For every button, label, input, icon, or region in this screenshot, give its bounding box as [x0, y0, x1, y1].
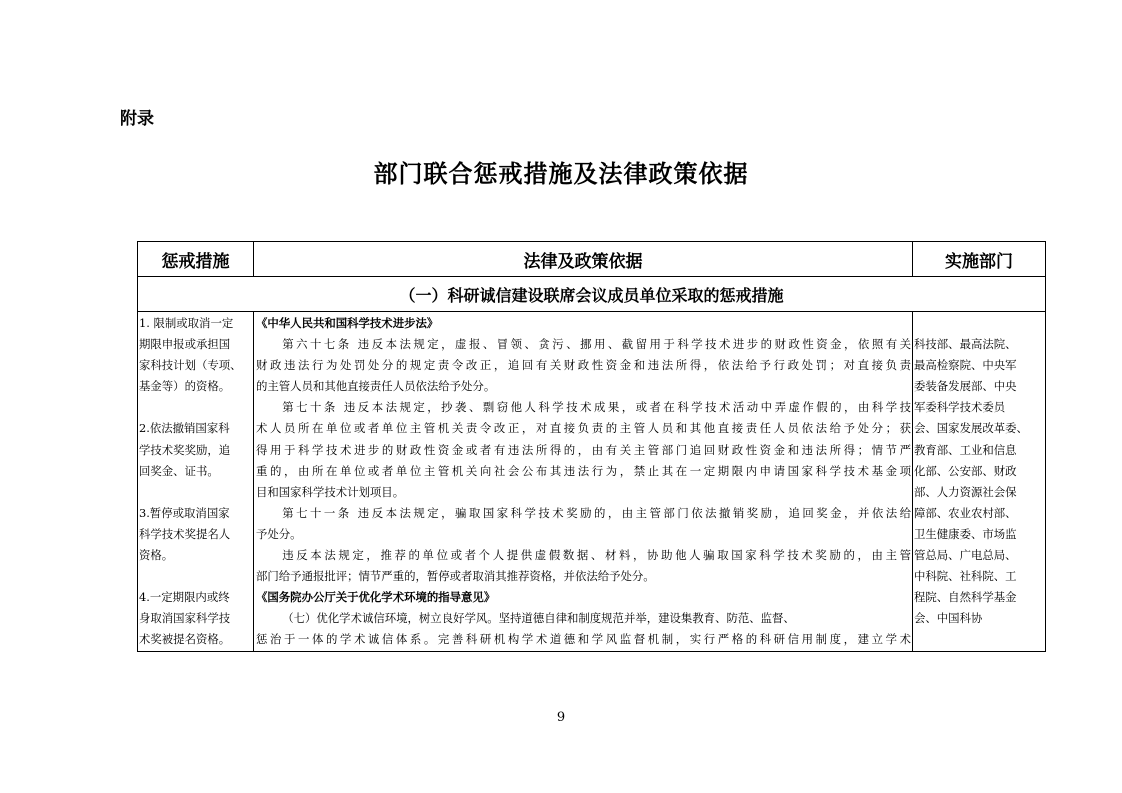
page-title: 部门联合惩戒措施及法律政策依据: [373, 160, 749, 188]
legal-text-line: 予处分。: [256, 526, 302, 541]
department-text-line: 部、人力资源社会保: [914, 484, 1017, 499]
legal-text-line: 违反本法规定，推荐的单位或者个人提供虚假数据、材料，协助他人骗取国家科学技术奖励的，由主管: [282, 548, 911, 563]
department-text-line: 科技部、最高法院、: [914, 337, 1017, 352]
header-legal-basis: 法律及政策依据: [254, 242, 913, 277]
measure-text-line: 2.依法撤销国家科: [139, 421, 230, 436]
measure-text-line: [138, 566, 253, 587]
table-row: [138, 312, 1046, 652]
header-measures: 惩戒措施: [138, 242, 254, 277]
measure-text-line: 资格。: [139, 548, 174, 563]
legal-text-line: 第七十条 违反本法规定，抄袭、剽窃他人科学技术成果，或者在科学技术活动中弄虚作假的，由科学技: [282, 400, 911, 415]
department-text-line: 委装备发展部、中央: [914, 379, 1017, 394]
legal-text-line: 第七十一条 违反本法规定，骗取国家科学技术奖励的，由主管部门依法撤销奖励，追回奖金，并依法给: [282, 505, 911, 520]
header-departments: 实施部门: [913, 242, 1046, 277]
legal-text-line: 重的，由所在单位或者单位主管机关向社会公布其违法行为，禁止其在一定期限内申请国家科学技术基金项: [256, 463, 911, 478]
department-text-line: [913, 313, 1045, 334]
department-text-line: 障部、农业农村部、: [914, 505, 1017, 520]
measure-text-line: 4.一定期限内或终: [139, 590, 230, 605]
measure-text-line: 家科技计划（专项、: [139, 358, 242, 373]
department-text-line: [913, 629, 1045, 650]
departments-cell: [913, 312, 1046, 652]
department-text-line: 程院、自然科学基金: [914, 590, 1017, 605]
sanctions-table: [137, 241, 1046, 652]
legal-text-line: 部门给予通报批评；情节严重的，暂停或者取消其推荐资格，并依法给予处分。: [256, 569, 655, 584]
department-text-line: 中科院、社科院、工: [914, 569, 1017, 584]
measure-text-line: 回奖金、证书。: [139, 463, 219, 478]
page-number: 9: [556, 710, 566, 725]
measure-text-line: 期限申报或承担国: [139, 337, 231, 352]
measure-text-line: 基金等）的资格。: [139, 379, 231, 394]
legal-text-line: 第六十七条 违反本法规定，虚报、冒领、贪污、挪用、截留用于科学技术进步的财政性资金，依照有关: [282, 337, 911, 352]
legal-text-line: （七）优化学术诚信环境，树立良好学风。坚持道德自律和制度规范并举，建设集教育、防范、监督、: [282, 611, 795, 626]
measure-text-line: 学技术奖奖励，追: [139, 442, 231, 457]
legal-text-line: 的主管人员和其他直接责任人员依法给予处分。: [256, 379, 496, 394]
section-title: （一）科研诚信建设联席会议成员单位采取的惩戒措施: [138, 277, 1046, 312]
legal-basis-cell: [254, 312, 913, 652]
department-text-line: 军委科学技术委员: [914, 400, 1006, 415]
legal-text-line: 得用于科学技术进步的财政性资金或者有违法所得的，由有关主管部门追回财政性资金和违法所得；情节严: [256, 442, 911, 457]
legal-text-line: 惩治于一体的学术诚信体系。完善科研机构学术道德和学风监督机制，实行严格的科研信用制度，建立学术: [256, 632, 911, 647]
measure-text-line: [138, 397, 253, 418]
department-text-line: 卫生健康委、市场监: [914, 526, 1017, 541]
legal-text-line: 《国务院办公厅关于优化学术环境的指导意见》: [256, 590, 496, 605]
department-text-line: 会、国家发展改革委、: [914, 421, 1028, 436]
measure-text-line: 3.暂停或取消国家: [139, 505, 230, 520]
appendix-label: 附录: [120, 109, 154, 129]
table-header-row: [138, 242, 1046, 277]
measure-text-line: 术奖被提名资格。: [139, 632, 231, 647]
measure-text-line: 科学技术奖提名人: [139, 526, 231, 541]
measure-text-line: 身取消国家科学技: [139, 611, 231, 626]
legal-text-line: 《中华人民共和国科学技术进步法》: [256, 316, 439, 330]
department-text-line: 最高检察院、中央军: [914, 358, 1017, 373]
measure-text-line: [138, 482, 253, 503]
department-text-line: 化部、公安部、财政: [914, 463, 1017, 478]
legal-text-line: 财政违法行为处罚处分的规定责令改正，追回有关财政性资金和违法所得，依法给予行政处罚；对直接负责: [256, 358, 911, 373]
section-row: [138, 277, 1046, 312]
measures-cell: [138, 312, 254, 652]
department-text-line: 管总局、广电总局、: [914, 548, 1017, 563]
measure-text-line: 1. 限制或取消一定: [139, 316, 234, 330]
legal-text-line: 目和国家科学技术计划项目。: [256, 484, 405, 499]
department-text-line: 教育部、工业和信息: [914, 442, 1017, 457]
department-text-line: 会、中国科协: [914, 611, 983, 626]
legal-text-line: 术人员所在单位或者单位主管机关责令改正，对直接负责的主管人员和其他直接责任人员依法给予处分；获: [256, 421, 911, 436]
